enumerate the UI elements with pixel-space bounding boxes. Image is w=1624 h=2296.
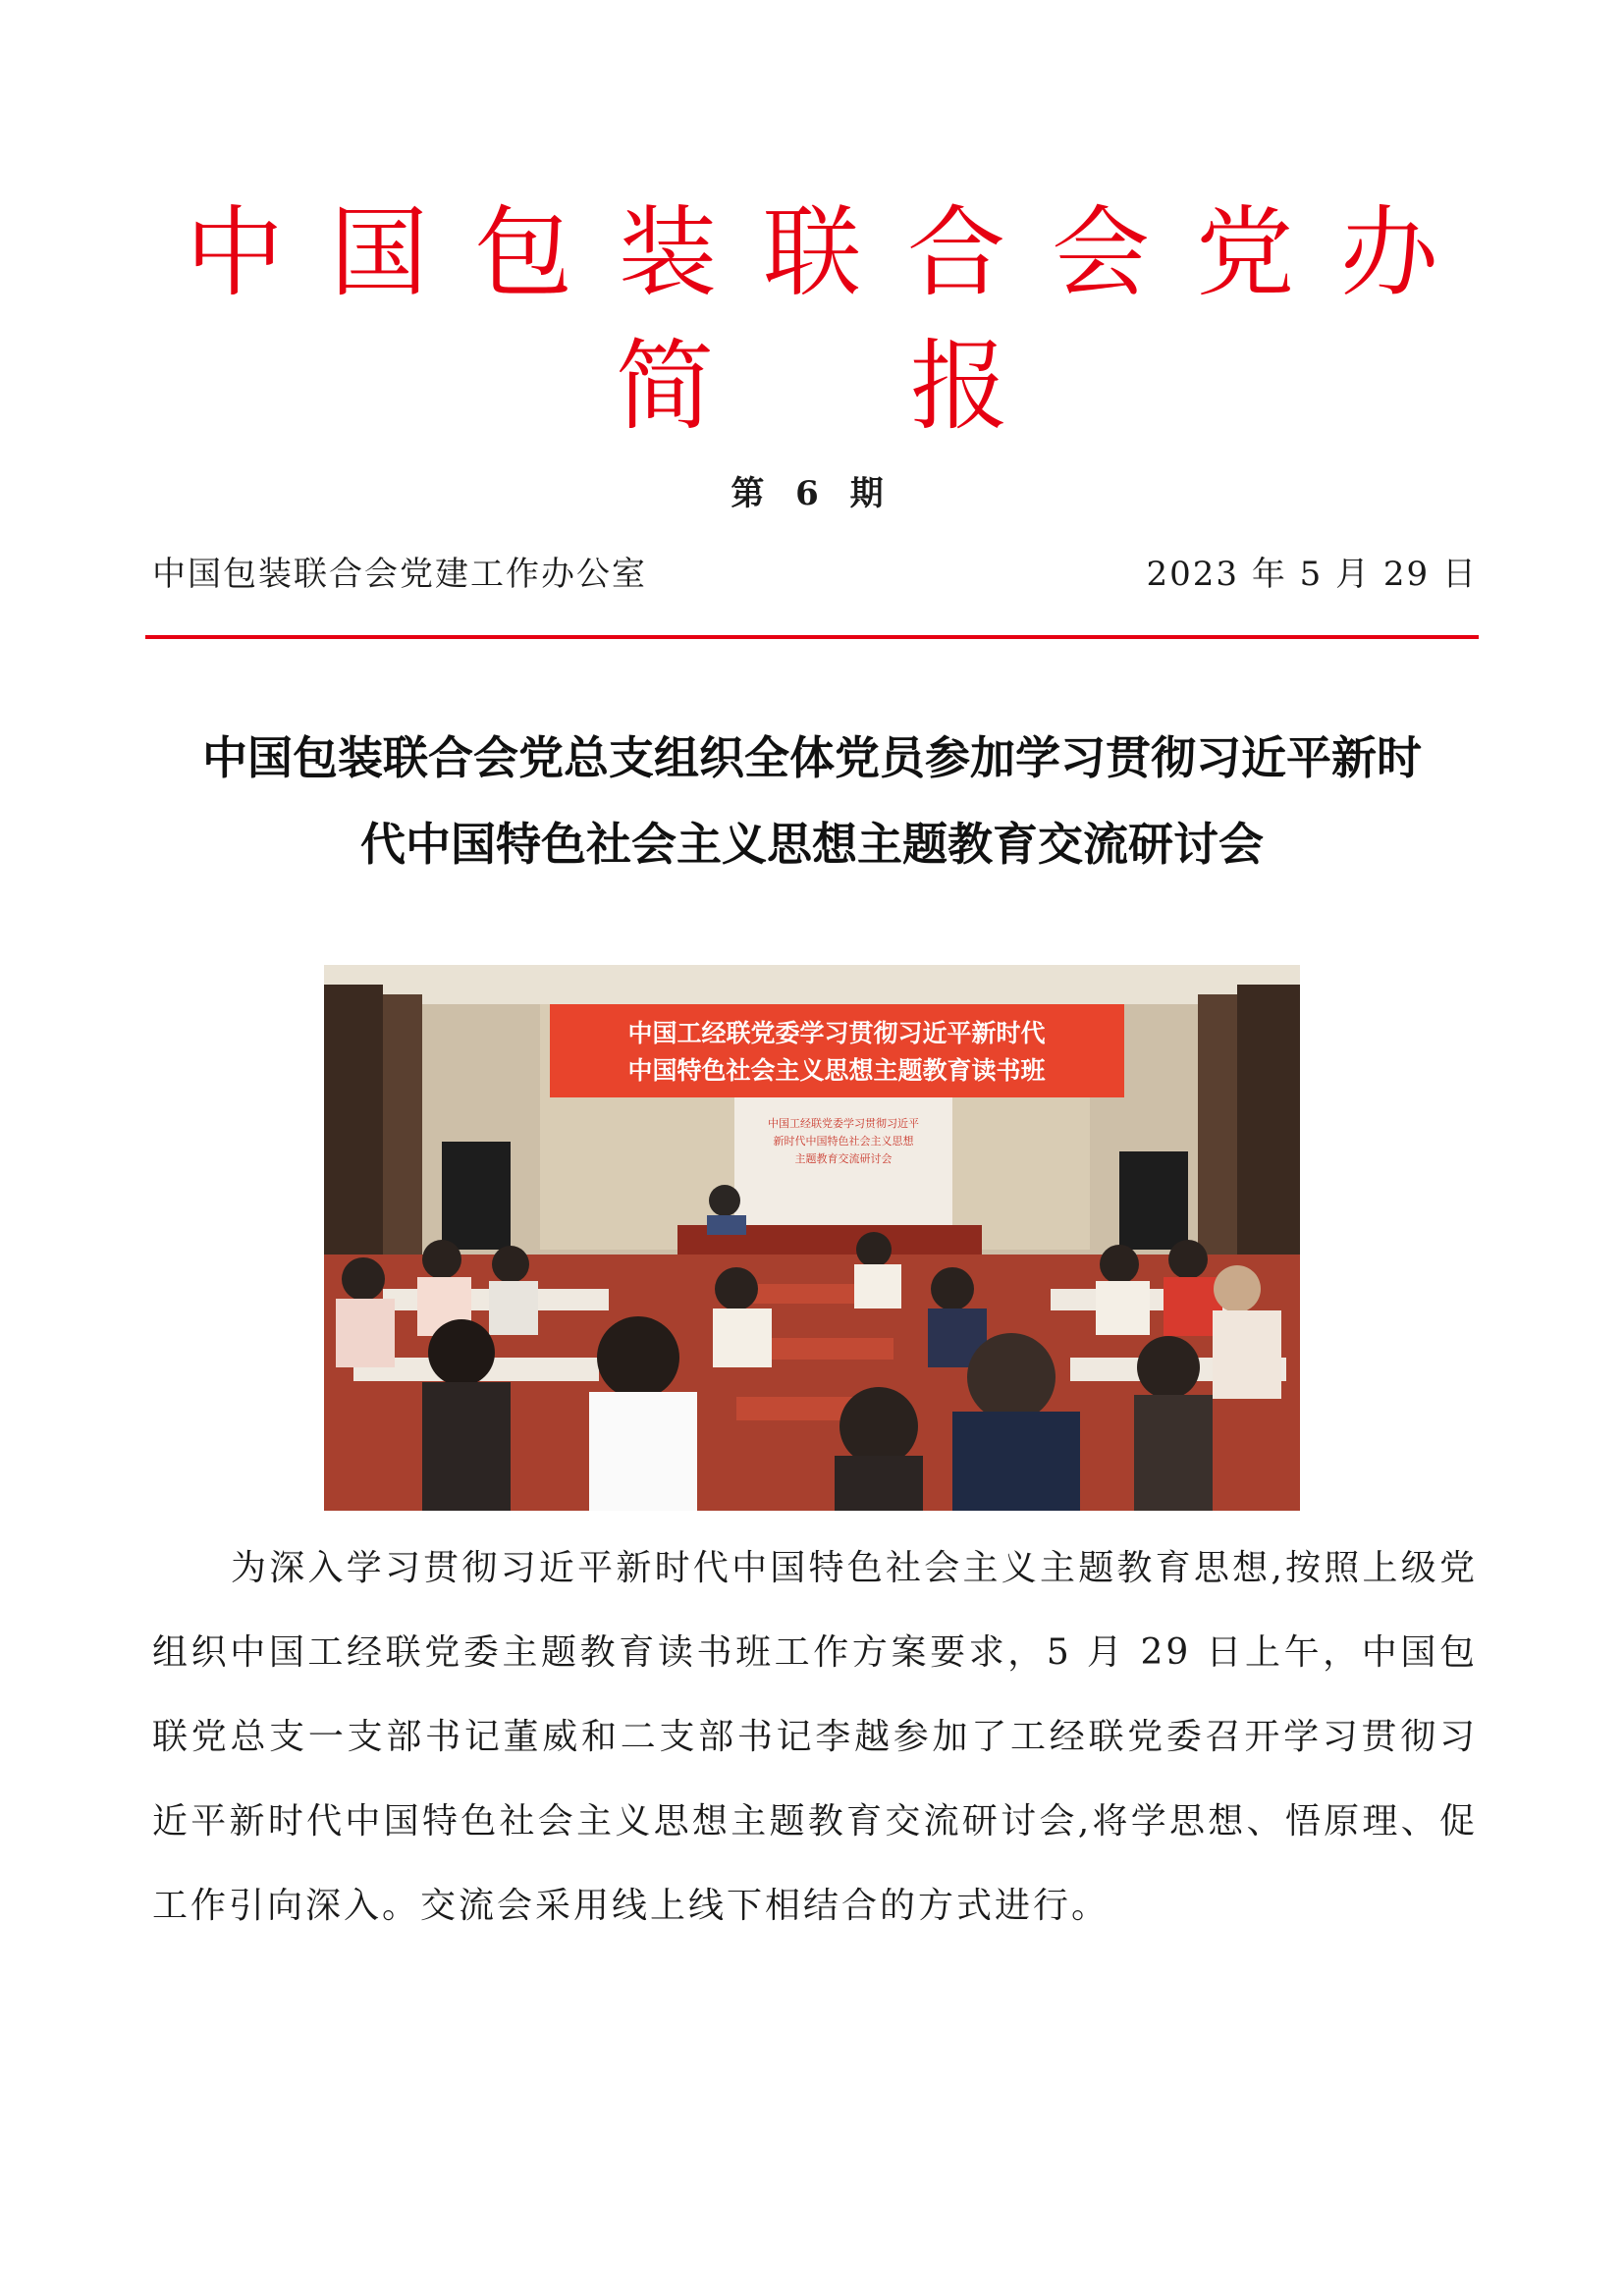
attendee-head: [1214, 1265, 1261, 1312]
attendee-head: [715, 1267, 758, 1310]
attendee-body: [1096, 1281, 1150, 1335]
attendee-body: [854, 1264, 901, 1308]
attendee-head: [931, 1267, 974, 1310]
body-paragraph: 为深入学习贯彻习近平新时代中国特色社会主义主题教育思想,按照上级党组织中国工经联党委主题教育读书班工作方案要求，5 月 29 日上午，中国包联党总支一支部书记董威和二支部书记李越参加了工经联党委召开学习贯彻习近平新时代中国特色社会主义思想主题教育交流研讨会,将学思想、悟原理、促工作引向深入。交流会采用线上线下相结合的方式进行。: [152, 1548, 1478, 1926]
headline-line-2: 代中国特色社会主义思想主题教育交流研讨会: [360, 818, 1264, 871]
attendee-body: [835, 1456, 923, 1511]
attendee-body: [1213, 1310, 1281, 1399]
masthead-title: 中国包装联合会党办: [186, 195, 1485, 310]
attendee-head: [856, 1232, 892, 1267]
publish-date: 2023 年 5 月 29 日: [1146, 555, 1478, 594]
attendee-head: [1137, 1336, 1200, 1399]
speaker-body: [707, 1215, 746, 1235]
attendee-head: [967, 1333, 1056, 1421]
right-speaker: [1119, 1151, 1188, 1250]
publisher-name: 中国包装联合会党建工作办公室: [152, 555, 647, 594]
banner-line-1: 中国工经联党委学习贯彻习近平新时代: [627, 1019, 1046, 1047]
headline-line-1: 中国包装联合会党总支组织全体党员参加学习贯彻习近平新时: [202, 731, 1422, 784]
attendee-head: [1168, 1240, 1208, 1279]
attendee-head: [342, 1257, 385, 1301]
article-headline: [118, 715, 1506, 887]
screen-line-3: 主题教育交流研讨会: [794, 1152, 893, 1165]
attendee-head: [428, 1319, 495, 1386]
meeting-photo: [324, 965, 1300, 1511]
attendee-head: [422, 1240, 461, 1279]
attendee-body: [589, 1392, 697, 1511]
attendee-body: [1134, 1395, 1213, 1511]
banner-line-2: 中国特色社会主义思想主题教育读书班: [627, 1056, 1046, 1085]
attendee-head: [597, 1316, 679, 1399]
attendee-body: [489, 1281, 538, 1335]
attendee-body: [336, 1299, 395, 1367]
screen-line-1: 中国工经联党委学习贯彻习近平: [768, 1117, 919, 1130]
attendee-body: [422, 1382, 511, 1511]
attendee-head: [1100, 1245, 1139, 1284]
meta-row: [152, 550, 1478, 599]
issue-number: 第 6 期: [731, 474, 893, 513]
attendee-head: [839, 1387, 918, 1466]
attendee-body: [952, 1412, 1080, 1511]
screen-line-2: 新时代中国特色社会主义思想: [773, 1135, 914, 1148]
speaker-head: [709, 1185, 740, 1216]
attendee-head: [492, 1246, 529, 1283]
attendee-body: [713, 1308, 772, 1367]
red-divider: [145, 635, 1479, 639]
meeting-photo-illustration: [324, 965, 1300, 1511]
article-body: [152, 1526, 1478, 1949]
left-speaker: [442, 1142, 511, 1250]
masthead-subtitle: 简报: [616, 329, 1205, 444]
ceiling: [324, 965, 1300, 1004]
